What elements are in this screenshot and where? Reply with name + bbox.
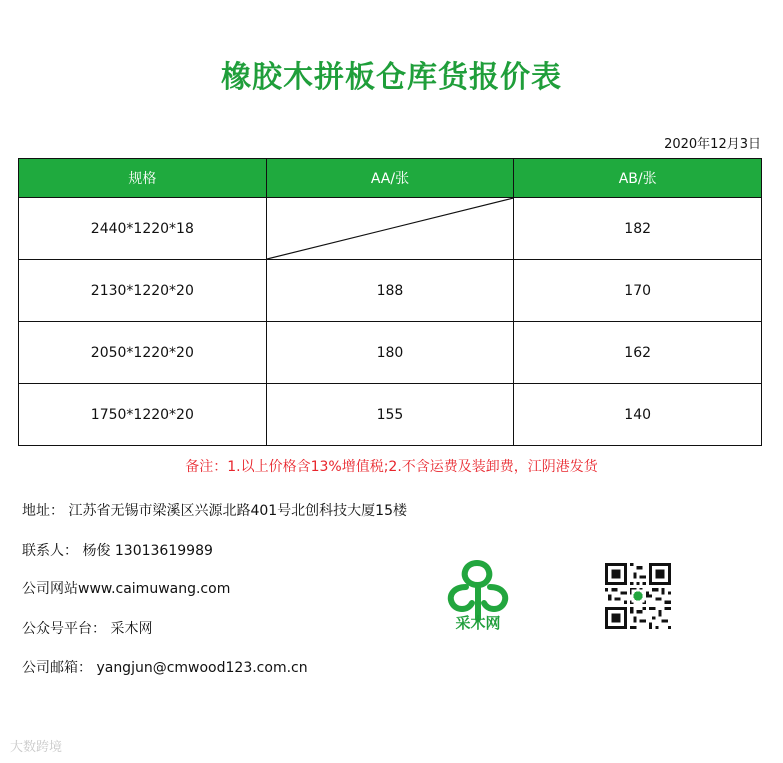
header-ab: AB/张 bbox=[514, 159, 762, 198]
table-header-row bbox=[19, 159, 762, 198]
cell-spec: 2050*1220*20 bbox=[19, 322, 267, 384]
cell-aa: 155 bbox=[266, 384, 514, 446]
cell-ab: 140 bbox=[514, 384, 762, 446]
cell-ab: 182 bbox=[514, 198, 762, 260]
price-table bbox=[18, 158, 762, 446]
cell-aa: 188 bbox=[266, 260, 514, 322]
qr-code-icon bbox=[598, 563, 678, 629]
price-note: 备注：1.以上价格含13%增值税;2.不含运费及装卸费，江阴港发货 bbox=[185, 459, 598, 475]
table-row bbox=[19, 198, 762, 260]
website-link[interactable]: 公司网站www.caimuwang.com bbox=[22, 581, 231, 597]
email-link[interactable]: 公司邮箱： yangjun@cmwood123.com.cn bbox=[22, 660, 308, 676]
address-text: 地址： 江苏省无锡市梁溪区兴源北路401号北创科技大厦15楼 bbox=[22, 503, 407, 519]
wechat-platform-text: 公众号平台： 采木网 bbox=[22, 621, 153, 637]
page-title: 橡胶木拼板仓库货报价表 bbox=[221, 60, 562, 95]
logo-label: 采木网 bbox=[455, 614, 501, 632]
header-spec: 规格 bbox=[19, 159, 267, 198]
table-row bbox=[19, 322, 762, 384]
table-row bbox=[19, 384, 762, 446]
diagonal-slash-icon bbox=[267, 198, 514, 259]
quote-date: 2020年12月3日 bbox=[664, 137, 761, 152]
table-row bbox=[19, 260, 762, 322]
cell-spec: 1750*1220*20 bbox=[19, 384, 267, 446]
cell-ab: 162 bbox=[514, 322, 762, 384]
contact-person-text: 联系人： 杨俊 13013619989 bbox=[22, 543, 213, 559]
cell-spec: 2130*1220*20 bbox=[19, 260, 267, 322]
cell-aa: 180 bbox=[266, 322, 514, 384]
header-aa: AA/张 bbox=[266, 159, 514, 198]
cell-aa-empty bbox=[266, 198, 514, 260]
cell-spec: 2440*1220*18 bbox=[19, 198, 267, 260]
watermark-text: 大数跨境 bbox=[10, 740, 63, 755]
cell-ab: 170 bbox=[514, 260, 762, 322]
